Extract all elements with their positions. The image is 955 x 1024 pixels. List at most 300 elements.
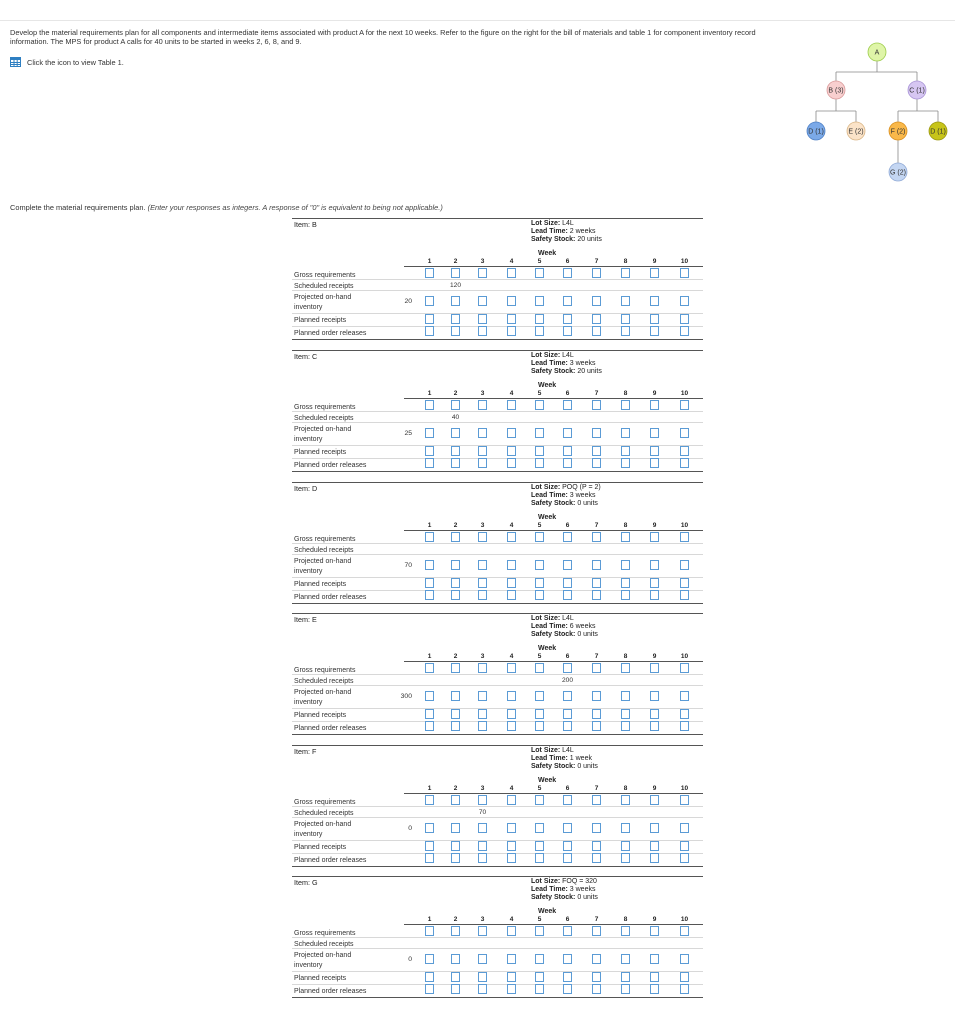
planned-receipts-input[interactable]	[621, 446, 630, 456]
planned-order-release-input[interactable]	[507, 853, 516, 863]
projected-on-hand-input[interactable]	[451, 560, 460, 570]
gross-requirements-input[interactable]	[507, 795, 516, 805]
week-number: 7	[594, 653, 599, 660]
gross-requirements-input[interactable]	[650, 400, 659, 410]
bom-node-d1	[807, 122, 825, 140]
item-parameters	[531, 220, 602, 244]
gross-requirements-input[interactable]	[621, 400, 630, 410]
planned-receipts-input[interactable]	[451, 446, 460, 456]
planned-receipts-input[interactable]	[680, 709, 689, 719]
projected-on-hand-input[interactable]	[535, 560, 544, 570]
gross-requirements-input[interactable]	[425, 400, 434, 410]
projected-on-hand-input[interactable]	[451, 691, 460, 701]
projected-on-hand-input[interactable]	[425, 296, 434, 306]
planned-receipts-input[interactable]	[592, 972, 601, 982]
param-lot	[531, 615, 598, 623]
planned-order-release-input[interactable]	[507, 326, 516, 336]
projected-on-hand-input[interactable]	[650, 691, 659, 701]
planned-order-release-input[interactable]	[425, 590, 434, 600]
planned-receipts-input[interactable]	[535, 841, 544, 851]
planned-receipts-input[interactable]	[507, 314, 516, 324]
projected-on-hand-input[interactable]	[592, 691, 601, 701]
planned-receipts-input[interactable]	[650, 972, 659, 982]
planned-order-release-input[interactable]	[535, 326, 544, 336]
gross-requirements-input[interactable]	[478, 926, 487, 936]
gross-requirements-input[interactable]	[478, 795, 487, 805]
week-number: 9	[652, 522, 657, 529]
planned-order-release-input[interactable]	[425, 326, 434, 336]
projected-on-hand-input[interactable]	[507, 428, 516, 438]
projected-on-hand-input[interactable]	[563, 823, 572, 833]
bom-node-a	[868, 43, 886, 61]
planned-receipts-input[interactable]	[478, 972, 487, 982]
projected-on-hand-input[interactable]	[650, 954, 659, 964]
planned-order-release-input[interactable]	[621, 984, 630, 994]
param-lot	[531, 352, 602, 360]
planned-receipts-input[interactable]	[563, 578, 572, 588]
planned-receipts-input[interactable]	[507, 578, 516, 588]
projected-on-hand-input[interactable]	[592, 428, 601, 438]
projected-on-hand-input[interactable]	[478, 428, 487, 438]
planned-receipts-input[interactable]	[478, 841, 487, 851]
week-number: 7	[594, 390, 599, 397]
gross-requirements-input[interactable]	[535, 926, 544, 936]
gross-requirements-input[interactable]	[592, 795, 601, 805]
gross-requirements-input[interactable]	[478, 663, 487, 673]
planned-order-release-input[interactable]	[535, 984, 544, 994]
week-number: 2	[453, 258, 458, 265]
planned-receipts-input[interactable]	[650, 841, 659, 851]
planned-order-release-input[interactable]	[451, 853, 460, 863]
bom-node-label: E (2)	[848, 128, 864, 136]
planned-receipts-input[interactable]	[650, 446, 659, 456]
projected-on-hand-input[interactable]	[592, 560, 601, 570]
gross-requirements-input[interactable]	[563, 268, 572, 278]
gross-requirements-input[interactable]	[563, 400, 572, 410]
gross-requirements-input[interactable]	[535, 532, 544, 542]
projected-on-hand-input[interactable]	[621, 560, 630, 570]
gross-requirements-input[interactable]	[650, 663, 659, 673]
projected-on-hand-input[interactable]	[680, 691, 689, 701]
planned-receipts-input[interactable]	[621, 972, 630, 982]
gross-requirements-input[interactable]	[563, 663, 572, 673]
gross-requirements-input[interactable]	[621, 532, 630, 542]
gross-requirements-input[interactable]	[592, 926, 601, 936]
projected-on-hand-input[interactable]	[478, 560, 487, 570]
planned-receipts-input[interactable]	[451, 314, 460, 324]
gross-requirements-input[interactable]	[425, 663, 434, 673]
projected-on-hand-input[interactable]	[451, 428, 460, 438]
week-number: 1	[427, 522, 432, 529]
gross-requirements-input[interactable]	[563, 926, 572, 936]
projected-on-hand-input[interactable]	[621, 954, 630, 964]
row-label: Gross requirements	[294, 404, 356, 411]
param-lead	[531, 886, 598, 894]
planned-receipts-input[interactable]	[563, 314, 572, 324]
planned-order-release-input[interactable]	[592, 984, 601, 994]
planned-receipts-input[interactable]	[563, 709, 572, 719]
planned-receipts-input[interactable]	[507, 446, 516, 456]
projected-on-hand-input[interactable]	[507, 560, 516, 570]
planned-order-release-input[interactable]	[621, 590, 630, 600]
gross-requirements-input[interactable]	[507, 663, 516, 673]
gross-requirements-input[interactable]	[680, 663, 689, 673]
planned-order-release-input[interactable]	[563, 984, 572, 994]
gross-requirements-input[interactable]	[563, 532, 572, 542]
planned-order-release-input[interactable]	[535, 721, 544, 731]
planned-order-release-input[interactable]	[451, 458, 460, 468]
gross-requirements-input[interactable]	[592, 400, 601, 410]
param-label: Lead Time:	[531, 360, 568, 367]
planned-order-release-input[interactable]	[563, 853, 572, 863]
gross-requirements-input[interactable]	[592, 268, 601, 278]
planned-order-release-input[interactable]	[507, 590, 516, 600]
gross-requirements-input[interactable]	[592, 663, 601, 673]
row-divider	[292, 853, 703, 854]
projected-on-hand-input[interactable]	[563, 954, 572, 964]
planned-receipts-input[interactable]	[680, 841, 689, 851]
gross-requirements-input[interactable]	[535, 268, 544, 278]
scheduled-receipt-value: 40	[451, 414, 460, 421]
week-number: 1	[427, 916, 432, 923]
instructions-lead: Complete the material requirements plan.	[10, 203, 146, 212]
planned-order-release-input[interactable]	[680, 853, 689, 863]
week-number: 6	[565, 916, 570, 923]
gross-requirements-input[interactable]	[650, 795, 659, 805]
projected-on-hand-input[interactable]	[563, 428, 572, 438]
scheduled-receipt-value: 200	[561, 677, 573, 684]
planned-order-release-input[interactable]	[621, 721, 630, 731]
projected-on-hand-input[interactable]	[425, 691, 434, 701]
planned-order-release-input[interactable]	[650, 590, 659, 600]
row-divider	[292, 840, 703, 841]
view-table-label[interactable]: Click the icon to view Table 1.	[27, 57, 124, 67]
planned-receipts-input[interactable]	[425, 446, 434, 456]
projected-on-hand-input[interactable]	[451, 296, 460, 306]
planned-order-release-input[interactable]	[592, 458, 601, 468]
gross-requirements-input[interactable]	[680, 268, 689, 278]
param-label: Lot Size:	[531, 484, 561, 491]
planned-order-release-input[interactable]	[535, 458, 544, 468]
planned-order-release-input[interactable]	[478, 590, 487, 600]
planned-receipts-input[interactable]	[680, 578, 689, 588]
planned-order-release-input[interactable]	[592, 853, 601, 863]
gross-requirements-input[interactable]	[451, 532, 460, 542]
row-label: Projected on-hand	[294, 821, 352, 828]
projected-on-hand-input[interactable]	[425, 954, 434, 964]
planned-receipts-input[interactable]	[621, 841, 630, 851]
projected-on-hand-input[interactable]	[592, 296, 601, 306]
planned-receipts-input[interactable]	[535, 972, 544, 982]
projected-on-hand-input[interactable]	[507, 823, 516, 833]
planned-receipts-input[interactable]	[507, 841, 516, 851]
item-parameters	[531, 484, 601, 508]
planned-receipts-input[interactable]	[621, 578, 630, 588]
week-number: 7	[594, 785, 599, 792]
week-number: 10	[680, 522, 689, 529]
param-safety	[531, 500, 601, 508]
projected-on-hand-input[interactable]	[425, 428, 434, 438]
projected-on-hand-input[interactable]	[680, 296, 689, 306]
planned-receipts-input[interactable]	[563, 841, 572, 851]
planned-order-release-input[interactable]	[680, 984, 689, 994]
planned-order-release-input[interactable]	[650, 721, 659, 731]
planned-receipts-input[interactable]	[621, 314, 630, 324]
planned-receipts-input[interactable]	[680, 972, 689, 982]
planned-receipts-input[interactable]	[592, 841, 601, 851]
week-header-rule	[404, 398, 703, 399]
projected-on-hand-input[interactable]	[621, 691, 630, 701]
table-top-rule	[292, 218, 703, 219]
param-label: Safety Stock:	[531, 236, 576, 243]
gross-requirements-input[interactable]	[478, 268, 487, 278]
mrp-table-b	[292, 218, 703, 340]
param-value: 1 week	[569, 755, 592, 762]
gross-requirements-input[interactable]	[650, 926, 659, 936]
planned-receipts-input[interactable]	[535, 709, 544, 719]
planned-receipts-input[interactable]	[425, 578, 434, 588]
planned-order-release-input[interactable]	[451, 326, 460, 336]
row-label: Planned order releases	[294, 594, 367, 601]
table-top-rule	[292, 745, 703, 746]
gross-requirements-input[interactable]	[535, 663, 544, 673]
gross-requirements-input[interactable]	[451, 268, 460, 278]
row-label: inventory	[294, 568, 323, 575]
planned-order-release-input[interactable]	[621, 326, 630, 336]
gross-requirements-input[interactable]	[680, 532, 689, 542]
projected-on-hand-input[interactable]	[478, 823, 487, 833]
projected-on-hand-input[interactable]	[535, 296, 544, 306]
projected-on-hand-input[interactable]	[680, 823, 689, 833]
projected-on-hand-input[interactable]	[680, 560, 689, 570]
planned-order-release-input[interactable]	[680, 721, 689, 731]
gross-requirements-input[interactable]	[592, 532, 601, 542]
row-label: Projected on-hand	[294, 294, 352, 301]
gross-requirements-input[interactable]	[425, 268, 434, 278]
gross-requirements-input[interactable]	[478, 400, 487, 410]
projected-on-hand-input[interactable]	[451, 823, 460, 833]
gross-requirements-input[interactable]	[621, 663, 630, 673]
gross-requirements-input[interactable]	[451, 926, 460, 936]
gross-requirements-input[interactable]	[425, 532, 434, 542]
planned-order-release-input[interactable]	[592, 721, 601, 731]
projected-on-hand-input[interactable]	[650, 296, 659, 306]
initial-on-hand: 300	[400, 693, 412, 700]
planned-order-release-input[interactable]	[478, 853, 487, 863]
planned-order-release-input[interactable]	[680, 590, 689, 600]
week-number: 7	[594, 522, 599, 529]
param-label: Lead Time:	[531, 228, 568, 235]
gross-requirements-input[interactable]	[425, 795, 434, 805]
gross-requirements-input[interactable]	[507, 926, 516, 936]
projected-on-hand-input[interactable]	[563, 560, 572, 570]
row-label: Planned receipts	[294, 317, 347, 324]
planned-receipts-input[interactable]	[680, 314, 689, 324]
projected-on-hand-input[interactable]	[507, 954, 516, 964]
row-label: Planned receipts	[294, 581, 347, 588]
planned-receipts-input[interactable]	[507, 972, 516, 982]
planned-receipts-input[interactable]	[650, 578, 659, 588]
projected-on-hand-input[interactable]	[563, 691, 572, 701]
projected-on-hand-input[interactable]	[535, 691, 544, 701]
planned-receipts-input[interactable]	[478, 578, 487, 588]
planned-receipts-input[interactable]	[478, 446, 487, 456]
gross-requirements-input[interactable]	[535, 795, 544, 805]
planned-receipts-input[interactable]	[425, 972, 434, 982]
item-label	[294, 747, 316, 756]
planned-receipts-input[interactable]	[535, 446, 544, 456]
planned-order-release-input[interactable]	[451, 721, 460, 731]
week-number: 5	[537, 258, 542, 265]
planned-order-release-input[interactable]	[592, 590, 601, 600]
projected-on-hand-input[interactable]	[451, 954, 460, 964]
planned-receipts-input[interactable]	[478, 314, 487, 324]
gross-requirements-input[interactable]	[507, 268, 516, 278]
projected-on-hand-input[interactable]	[650, 560, 659, 570]
row-label: Planned receipts	[294, 449, 347, 456]
gross-requirements-input[interactable]	[650, 532, 659, 542]
week-number: 4	[509, 258, 514, 265]
planned-receipts-input[interactable]	[451, 578, 460, 588]
planned-order-release-input[interactable]	[650, 326, 659, 336]
param-lot	[531, 878, 598, 886]
projected-on-hand-input[interactable]	[650, 428, 659, 438]
planned-order-release-input[interactable]	[650, 853, 659, 863]
planned-order-release-input[interactable]	[507, 984, 516, 994]
param-value: 0 units	[577, 763, 598, 770]
gross-requirements-input[interactable]	[451, 795, 460, 805]
param-value: 20 units	[577, 236, 602, 243]
projected-on-hand-input[interactable]	[535, 954, 544, 964]
gross-requirements-input[interactable]	[680, 795, 689, 805]
planned-order-release-input[interactable]	[535, 853, 544, 863]
planned-receipts-input[interactable]	[650, 709, 659, 719]
row-divider	[292, 290, 703, 291]
planned-order-release-input[interactable]	[478, 326, 487, 336]
planned-order-release-input[interactable]	[425, 458, 434, 468]
planned-order-release-input[interactable]	[621, 853, 630, 863]
planned-order-release-input[interactable]	[451, 984, 460, 994]
planned-order-release-input[interactable]	[563, 590, 572, 600]
projected-on-hand-input[interactable]	[535, 428, 544, 438]
gross-requirements-input[interactable]	[535, 400, 544, 410]
projected-on-hand-input[interactable]	[425, 560, 434, 570]
planned-order-release-input[interactable]	[425, 721, 434, 731]
planned-receipts-input[interactable]	[563, 972, 572, 982]
planned-receipts-input[interactable]	[451, 709, 460, 719]
planned-order-release-input[interactable]	[680, 326, 689, 336]
gross-requirements-input[interactable]	[621, 795, 630, 805]
planned-receipts-input[interactable]	[425, 709, 434, 719]
gross-requirements-input[interactable]	[425, 926, 434, 936]
planned-order-release-input[interactable]	[507, 458, 516, 468]
week-number: 10	[680, 258, 689, 265]
planned-receipts-input[interactable]	[592, 314, 601, 324]
projected-on-hand-input[interactable]	[650, 823, 659, 833]
planned-receipts-input[interactable]	[451, 841, 460, 851]
projected-on-hand-input[interactable]	[592, 954, 601, 964]
planned-order-release-input[interactable]	[592, 326, 601, 336]
projected-on-hand-input[interactable]	[680, 428, 689, 438]
gross-requirements-input[interactable]	[451, 400, 460, 410]
planned-order-release-input[interactable]	[650, 458, 659, 468]
gross-requirements-input[interactable]	[563, 795, 572, 805]
planned-receipts-input[interactable]	[621, 709, 630, 719]
gross-requirements-input[interactable]	[621, 926, 630, 936]
projected-on-hand-input[interactable]	[563, 296, 572, 306]
planned-receipts-input[interactable]	[451, 972, 460, 982]
projected-on-hand-input[interactable]	[621, 428, 630, 438]
planned-receipts-input[interactable]	[478, 709, 487, 719]
row-divider	[292, 948, 703, 949]
projected-on-hand-input[interactable]	[478, 296, 487, 306]
projected-on-hand-input[interactable]	[507, 691, 516, 701]
planned-order-release-input[interactable]	[563, 458, 572, 468]
planned-order-release-input[interactable]	[478, 984, 487, 994]
week-title: Week	[538, 777, 557, 784]
projected-on-hand-input[interactable]	[478, 691, 487, 701]
planned-order-release-input[interactable]	[535, 590, 544, 600]
planned-order-release-input[interactable]	[478, 721, 487, 731]
row-divider	[292, 554, 703, 555]
planned-receipts-input[interactable]	[425, 841, 434, 851]
initial-on-hand: 0	[408, 825, 412, 832]
planned-order-release-input[interactable]	[650, 984, 659, 994]
gross-requirements-input[interactable]	[680, 400, 689, 410]
projected-on-hand-input[interactable]	[425, 823, 434, 833]
projected-on-hand-input[interactable]	[592, 823, 601, 833]
gross-requirements-input[interactable]	[478, 532, 487, 542]
planned-order-release-input[interactable]	[425, 853, 434, 863]
projected-on-hand-input[interactable]	[621, 296, 630, 306]
planned-receipts-input[interactable]	[592, 446, 601, 456]
gross-requirements-input[interactable]	[650, 268, 659, 278]
projected-on-hand-input[interactable]	[478, 954, 487, 964]
planned-order-release-input[interactable]	[425, 984, 434, 994]
planned-receipts-input[interactable]	[592, 709, 601, 719]
planned-receipts-input[interactable]	[535, 314, 544, 324]
planned-order-release-input[interactable]	[621, 458, 630, 468]
planned-receipts-input[interactable]	[535, 578, 544, 588]
row-label: Projected on-hand	[294, 689, 352, 696]
planned-order-release-input[interactable]	[563, 721, 572, 731]
projected-on-hand-input[interactable]	[535, 823, 544, 833]
param-label: Lead Time:	[531, 755, 568, 762]
projected-on-hand-input[interactable]	[507, 296, 516, 306]
gross-requirements-input[interactable]	[507, 532, 516, 542]
planned-order-release-input[interactable]	[478, 458, 487, 468]
gross-requirements-input[interactable]	[680, 926, 689, 936]
planned-order-release-input[interactable]	[680, 458, 689, 468]
projected-on-hand-input[interactable]	[680, 954, 689, 964]
gross-requirements-input[interactable]	[451, 663, 460, 673]
week-number: 5	[537, 522, 542, 529]
planned-receipts-input[interactable]	[680, 446, 689, 456]
planned-order-release-input[interactable]	[507, 721, 516, 731]
planned-order-release-input[interactable]	[451, 590, 460, 600]
planned-receipts-input[interactable]	[650, 314, 659, 324]
planned-order-release-input[interactable]	[563, 326, 572, 336]
param-value: POQ (P = 2)	[562, 484, 601, 491]
planned-receipts-input[interactable]	[507, 709, 516, 719]
planned-receipts-input[interactable]	[592, 578, 601, 588]
projected-on-hand-input[interactable]	[621, 823, 630, 833]
planned-receipts-input[interactable]	[563, 446, 572, 456]
planned-receipts-input[interactable]	[425, 314, 434, 324]
week-title: Week	[538, 645, 557, 652]
gross-requirements-input[interactable]	[621, 268, 630, 278]
gross-requirements-input[interactable]	[507, 400, 516, 410]
